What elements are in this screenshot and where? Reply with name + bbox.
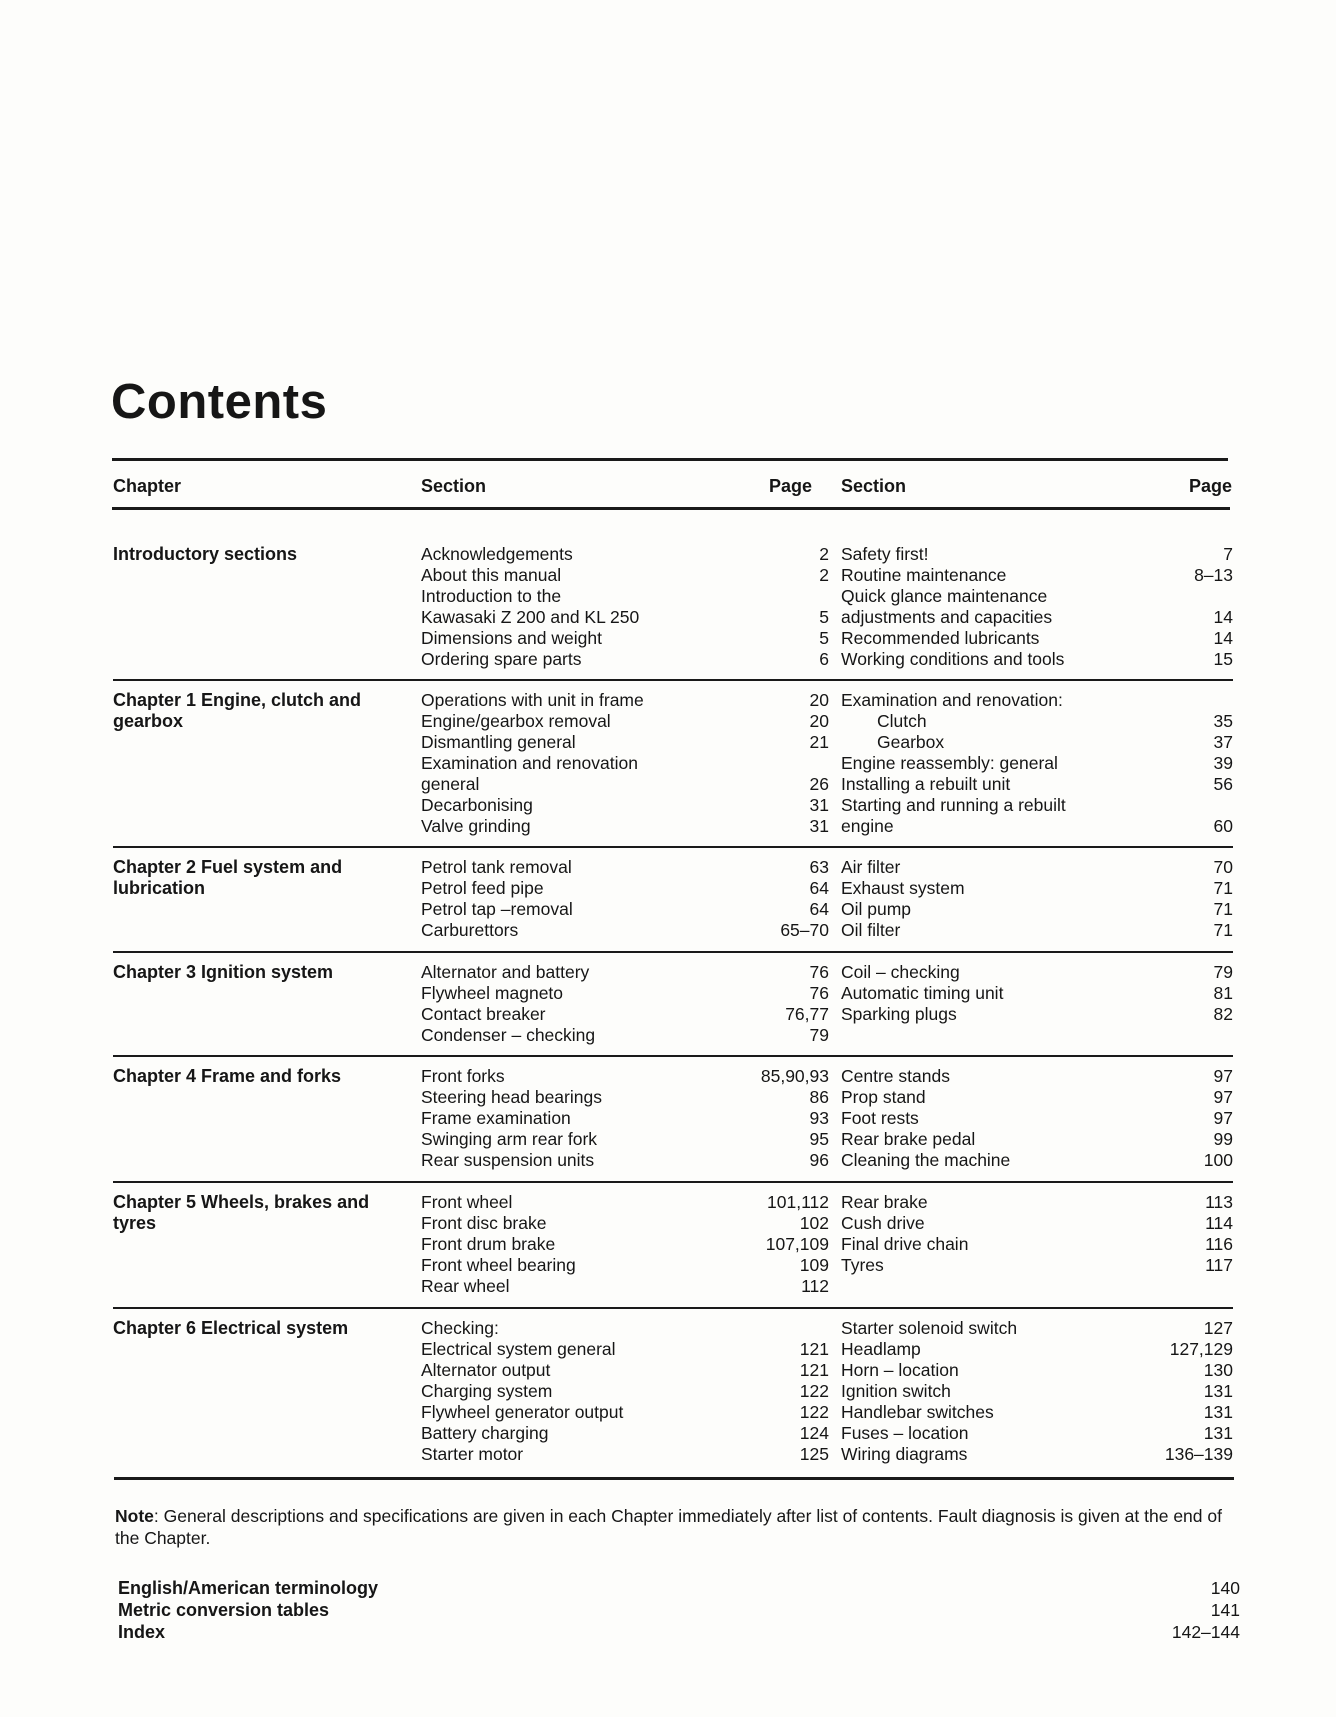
toc-entry-page: 71: [1213, 899, 1233, 919]
toc-entry-page: 97: [1213, 1087, 1233, 1107]
toc-entry[interactable]: [841, 690, 1233, 711]
toc-entry[interactable]: [421, 857, 829, 878]
toc-entry-title: Decarbonising: [421, 795, 533, 815]
toc-entry-page: 15: [1213, 649, 1233, 669]
toc-entry-title: Charging system: [421, 1381, 553, 1401]
toc-entry-page: 39: [1213, 753, 1233, 773]
toc-entry[interactable]: [421, 586, 829, 607]
toc-entry[interactable]: [841, 565, 1233, 586]
toc-entry-page: 76,77: [785, 1004, 829, 1024]
toc-entry-page: 14: [1213, 607, 1233, 627]
toc-entry-title: engine: [841, 816, 894, 836]
toc-entry-page: 79: [809, 1025, 829, 1045]
toc-entry[interactable]: [421, 1129, 829, 1150]
toc-entry-page: 37: [1213, 732, 1233, 752]
toc-entry[interactable]: [421, 1339, 829, 1360]
toc-entry-title: Alternator output: [421, 1360, 551, 1380]
toc-entry-page: 63: [809, 857, 829, 877]
toc-entry-title: Electrical system general: [421, 1339, 616, 1359]
toc-entry-title: Frame examination: [421, 1108, 571, 1128]
toc-entry-title: Acknowledgements: [421, 544, 573, 564]
toc-entry-page: 130: [1203, 1360, 1233, 1380]
toc-entry[interactable]: [421, 628, 829, 649]
header-top-rule: [112, 458, 1228, 461]
toc-entry-title: Gearbox: [877, 732, 945, 752]
section-column-left: [421, 544, 829, 670]
chapter-divider: [113, 951, 1233, 953]
toc-entry[interactable]: [841, 774, 1233, 795]
toc-entry[interactable]: [841, 962, 1233, 983]
toc-entry[interactable]: [421, 1381, 829, 1402]
toc-entry-page: 81: [1213, 983, 1233, 1003]
toc-entry[interactable]: [421, 1255, 829, 1276]
toc-entry[interactable]: [421, 607, 829, 628]
section-column-left: [421, 1192, 829, 1297]
end-entry-page: 141: [1210, 1600, 1240, 1620]
toc-entry-page: 5: [819, 628, 829, 648]
toc-entry[interactable]: [421, 1276, 829, 1297]
toc-entry-title: Exhaust system: [841, 878, 965, 898]
toc-entry-title: Oil pump: [841, 899, 912, 919]
toc-entry[interactable]: [421, 962, 829, 983]
toc-entry-title: adjustments and capacities: [841, 607, 1053, 627]
toc-entry[interactable]: [841, 1318, 1233, 1339]
toc-entry-page: 127,129: [1169, 1339, 1233, 1359]
toc-entry-title: Rear suspension units: [421, 1150, 595, 1170]
toc-entry-title: Dismantling general: [421, 732, 576, 752]
section-column-left: [421, 962, 829, 1046]
toc-entry-page: 112: [801, 1276, 829, 1296]
toc-entry-title: Examination and renovation:: [841, 690, 1063, 710]
toc-entry-title: About this manual: [421, 565, 562, 585]
toc-entry-title: Tyres: [841, 1255, 884, 1275]
header-page: Page: [768, 476, 812, 496]
toc-entry[interactable]: [841, 1129, 1233, 1150]
note-paragraph: [115, 1505, 1240, 1549]
toc-entry[interactable]: [841, 586, 1233, 607]
toc-entry-title: Recommended lubricants: [841, 628, 1040, 648]
toc-entry-page: 2: [819, 544, 829, 564]
toc-entry-page: 124: [799, 1423, 829, 1443]
toc-entry-page: 136–139: [1164, 1444, 1233, 1464]
toc-entry[interactable]: [841, 607, 1233, 628]
section-column-right: [841, 1318, 1233, 1465]
toc-entry-title: Operations with unit in frame: [421, 690, 644, 710]
chapter-divider: [113, 846, 1233, 848]
toc-entry-page: 117: [1205, 1255, 1233, 1275]
toc-entry-page: 70: [1213, 857, 1233, 877]
toc-entry[interactable]: [421, 1234, 829, 1255]
toc-entry-page: 114: [1205, 1213, 1233, 1233]
chapter-divider: [113, 1181, 1233, 1183]
section-column-right: [841, 1066, 1233, 1171]
toc-entry[interactable]: [841, 1150, 1233, 1171]
toc-entry-title: Oil filter: [841, 920, 901, 940]
toc-entry[interactable]: [841, 1339, 1233, 1360]
toc-entry-title: Clutch: [877, 711, 927, 731]
toc-entry[interactable]: [421, 1025, 829, 1046]
toc-entry-title: Petrol tank removal: [421, 857, 572, 877]
toc-entry[interactable]: [421, 1192, 829, 1213]
toc-entry[interactable]: [421, 1150, 829, 1171]
toc-entry-page: 122: [799, 1402, 829, 1422]
end-entry[interactable]: [118, 1599, 1240, 1621]
toc-entry-title: Starter motor: [421, 1444, 524, 1464]
toc-entry-title: Steering head bearings: [421, 1087, 602, 1107]
toc-entry-title: Quick glance maintenance: [841, 586, 1048, 606]
toc-entry-title: Routine maintenance: [841, 565, 1007, 585]
toc-entry-title: Final drive chain: [841, 1234, 969, 1254]
toc-entry-page: 56: [1213, 774, 1233, 794]
chapter-title: Chapter 1 Engine, clutch and gearbox: [113, 690, 362, 731]
toc-entry-page: 97: [1213, 1066, 1233, 1086]
toc-entry[interactable]: [841, 899, 1233, 920]
toc-entry-page: 100: [1203, 1150, 1233, 1170]
toc-entry-page: 2: [819, 565, 829, 585]
chapter-title: Chapter 6 Electrical system: [113, 1318, 349, 1338]
toc-entry-title: Rear brake: [841, 1192, 928, 1212]
section-column-right: [841, 962, 1233, 1025]
toc-entry-title: Front wheel: [421, 1192, 513, 1212]
toc-entry-title: Engine reassembly: general: [841, 753, 1058, 773]
toc-entry-title: Dimensions and weight: [421, 628, 602, 648]
toc-entry[interactable]: [841, 1004, 1233, 1025]
toc-entry-page: 121: [799, 1360, 829, 1380]
toc-entry-title: Examination and renovation: [421, 753, 638, 773]
toc-entry[interactable]: [421, 753, 829, 774]
toc-entry-page: 7: [1223, 544, 1233, 564]
toc-entry[interactable]: [421, 878, 829, 899]
toc-entry-title: Starting and running a rebuilt: [841, 795, 1066, 815]
toc-entry-page: 64: [809, 878, 829, 898]
section-column-left: [421, 1318, 829, 1465]
toc-entry-title: Petrol tap –removal: [421, 899, 573, 919]
chapter-title: Chapter 2 Fuel system and lubrication: [113, 857, 343, 898]
toc-entry-title: Rear brake pedal: [841, 1129, 976, 1149]
toc-entry-page: 35: [1213, 711, 1233, 731]
toc-entry-title: Starter solenoid switch: [841, 1318, 1018, 1338]
end-entry-title: English/American terminology: [118, 1578, 379, 1598]
toc-entry-page: 8–13: [1194, 565, 1233, 585]
toc-entry-title: Wiring diagrams: [841, 1444, 968, 1464]
toc-entry-title: Swinging arm rear fork: [421, 1129, 598, 1149]
chapter-title: Chapter 3 Ignition system: [113, 962, 334, 982]
chapter-divider: [113, 1307, 1233, 1309]
end-entry[interactable]: [118, 1621, 1240, 1643]
toc-entry-page: 60: [1213, 816, 1233, 836]
toc-entry[interactable]: [841, 878, 1233, 899]
toc-entry-page: 121: [799, 1339, 829, 1359]
toc-entry-page: 6: [819, 649, 829, 669]
toc-entry[interactable]: [421, 795, 829, 816]
header-chapter: Chapter: [113, 476, 182, 496]
toc-entry-page: 116: [1205, 1234, 1233, 1254]
toc-entry[interactable]: [841, 1381, 1233, 1402]
toc-entry-page: 97: [1213, 1108, 1233, 1128]
chapter-title: Chapter 4 Frame and forks: [113, 1066, 342, 1086]
toc-entry-page: 79: [1213, 962, 1233, 982]
toc-entry[interactable]: [421, 920, 829, 941]
toc-entry[interactable]: [841, 732, 1233, 753]
toc-entry[interactable]: [421, 899, 829, 920]
toc-entry-title: Coil – checking: [841, 962, 960, 982]
toc-entry-title: Condenser – checking: [421, 1025, 596, 1045]
toc-entry[interactable]: [421, 1108, 829, 1129]
toc-entry[interactable]: [421, 1087, 829, 1108]
toc-entry-title: Cush drive: [841, 1213, 925, 1233]
toc-entry-title: Front disc brake: [421, 1213, 547, 1233]
toc-entry-title: Installing a rebuilt unit: [841, 774, 1011, 794]
toc-entry-page: 131: [1203, 1402, 1233, 1422]
chapter-title: Introductory sections: [113, 544, 298, 564]
toc-entry[interactable]: [841, 1087, 1233, 1108]
toc-entry-title: Air filter: [841, 857, 901, 877]
toc-entry-page: 20: [809, 690, 829, 710]
toc-entry[interactable]: [841, 753, 1233, 774]
toc-entry[interactable]: [841, 1192, 1233, 1213]
toc-entry-page: 86: [809, 1087, 829, 1107]
toc-entry[interactable]: [421, 816, 829, 837]
toc-entry[interactable]: [421, 544, 829, 565]
toc-entry-page: 76: [809, 983, 829, 1003]
toc-entry-page: 71: [1213, 878, 1233, 898]
toc-entry[interactable]: [421, 1066, 829, 1087]
toc-entry-title: Flywheel generator output: [421, 1402, 624, 1422]
toc-entry[interactable]: [421, 732, 829, 753]
toc-entry[interactable]: [841, 983, 1233, 1004]
toc-entry[interactable]: [421, 1004, 829, 1025]
toc-entry[interactable]: [841, 1213, 1233, 1234]
toc-entry-title: Handlebar switches: [841, 1402, 994, 1422]
toc-entry[interactable]: [421, 565, 829, 586]
toc-entry-title: Horn – location: [841, 1360, 959, 1380]
toc-entry-page: 76: [809, 962, 829, 982]
toc-entry-title: Valve grinding: [421, 816, 531, 836]
toc-entry[interactable]: [421, 1444, 829, 1465]
toc-entry-title: Cleaning the machine: [841, 1150, 1011, 1170]
toc-entry-title: Petrol feed pipe: [421, 878, 544, 898]
toc-entry-page: 5: [819, 607, 829, 627]
end-entry-title: Index: [118, 1622, 166, 1642]
toc-entry-page: 20: [809, 711, 829, 731]
toc-entry-title: general: [421, 774, 480, 794]
toc-entry-page: 125: [799, 1444, 829, 1464]
toc-entry-page: 85,90,93: [760, 1066, 829, 1086]
toc-entry-page: 93: [809, 1108, 829, 1128]
toc-entry[interactable]: [421, 1213, 829, 1234]
toc-entry-title: Front forks: [421, 1066, 505, 1086]
toc-entry-title: Kawasaki Z 200 and KL 250: [421, 607, 640, 627]
toc-entry-page: 71: [1213, 920, 1233, 940]
toc-entry-title: Battery charging: [421, 1423, 549, 1443]
chapter-divider: [113, 1055, 1233, 1057]
toc-entry[interactable]: [421, 649, 829, 670]
toc-entry-title: Alternator and battery: [421, 962, 590, 982]
chapter-title: Chapter 5 Wheels, brakes and tyres: [113, 1192, 370, 1233]
section-column-left: [421, 1066, 829, 1171]
header-page-2: Page: [1188, 476, 1232, 496]
toc-entry-page: 31: [809, 795, 829, 815]
table-bottom-rule: [114, 1477, 1234, 1480]
toc-entry-page: 21: [809, 732, 829, 752]
toc-entry-title: Ignition switch: [841, 1381, 951, 1401]
toc-entry[interactable]: [421, 690, 829, 711]
toc-entry[interactable]: [421, 711, 829, 732]
toc-entry-page: 109: [799, 1255, 829, 1275]
toc-entry[interactable]: [841, 1234, 1233, 1255]
section-column-left: [421, 690, 829, 837]
toc-entry-page: 82: [1213, 1004, 1233, 1024]
toc-entry-page: 95: [809, 1129, 829, 1149]
toc-entry-page: 65–70: [780, 920, 829, 940]
toc-entry[interactable]: [421, 1423, 829, 1444]
toc-entry-title: Carburettors: [421, 920, 519, 940]
note-label: Note: [115, 1506, 154, 1526]
toc-entry[interactable]: [841, 1402, 1233, 1423]
toc-entry-title: Automatic timing unit: [841, 983, 1004, 1003]
toc-entry[interactable]: [841, 1444, 1233, 1465]
toc-entry[interactable]: [421, 774, 829, 795]
end-entry-title: Metric conversion tables: [118, 1600, 330, 1620]
page-title: Contents: [111, 375, 328, 429]
toc-entry-title: Sparking plugs: [841, 1004, 957, 1024]
toc-entry[interactable]: [421, 1360, 829, 1381]
toc-entry-page: 127: [1203, 1318, 1233, 1338]
toc-entry-page: 102: [799, 1213, 829, 1233]
toc-entry[interactable]: [421, 1318, 829, 1339]
toc-entry[interactable]: [841, 1255, 1233, 1276]
toc-entry-page: 131: [1203, 1381, 1233, 1401]
toc-entry-title: Rear wheel: [421, 1276, 510, 1296]
toc-entry[interactable]: [841, 711, 1233, 732]
toc-entry[interactable]: [841, 795, 1233, 816]
toc-entry-title: Ordering spare parts: [421, 649, 582, 669]
toc-entry-page: 26: [809, 774, 829, 794]
end-entry[interactable]: [118, 1577, 1240, 1599]
toc-entry-page: 101,112: [767, 1192, 829, 1212]
toc-entry-title: Front drum brake: [421, 1234, 556, 1254]
toc-entry-title: Introduction to the: [421, 586, 562, 606]
toc-entry-title: Foot rests: [841, 1108, 919, 1128]
toc-entry-page: 131: [1203, 1423, 1233, 1443]
toc-entry[interactable]: [841, 920, 1233, 941]
toc-entry[interactable]: [421, 983, 829, 1004]
end-entry-page: 142–144: [1171, 1622, 1240, 1642]
section-column-left: [421, 857, 829, 941]
note-text: : General descriptions and specifications are given in each Chapter immediately after list of contents. Fault diagnosis is given at the end of the Chapter.: [115, 1506, 1222, 1548]
toc-entry-page: 99: [1213, 1129, 1233, 1149]
toc-entry-title: Safety first!: [841, 544, 929, 564]
toc-entry-title: Engine/gearbox removal: [421, 711, 611, 731]
toc-entry-title: Flywheel magneto: [421, 983, 564, 1003]
toc-entry-page: 107,109: [765, 1234, 829, 1254]
toc-entry[interactable]: [841, 1423, 1233, 1444]
toc-entry[interactable]: [841, 1066, 1233, 1087]
section-column-right: [841, 544, 1233, 670]
toc-entry[interactable]: [841, 816, 1233, 837]
toc-entry-page: 31: [809, 816, 829, 836]
toc-entry-title: Prop stand: [841, 1087, 926, 1107]
header-bottom-rule: [112, 507, 1230, 510]
toc-entry-page: 96: [809, 1150, 829, 1170]
toc-entry-title: Front wheel bearing: [421, 1255, 576, 1275]
toc-entry-page: 14: [1213, 628, 1233, 648]
chapter-divider: [113, 679, 1233, 681]
toc-entry-title: Fuses – location: [841, 1423, 969, 1443]
header-section: Section: [421, 476, 487, 496]
toc-entry-title: Working conditions and tools: [841, 649, 1065, 669]
toc-entry[interactable]: [841, 1360, 1233, 1381]
end-entry-page: 140: [1210, 1578, 1240, 1598]
section-column-right: [841, 690, 1233, 837]
toc-entry-page: 113: [1205, 1192, 1233, 1212]
header-section-2: Section: [841, 476, 907, 496]
toc-entry-title: Contact breaker: [421, 1004, 546, 1024]
toc-entry-title: Checking:: [421, 1318, 499, 1338]
end-entries: [118, 1577, 1240, 1643]
toc-entry[interactable]: [841, 649, 1233, 670]
toc-entry[interactable]: [841, 857, 1233, 878]
toc-entry[interactable]: [841, 1108, 1233, 1129]
toc-entry[interactable]: [841, 544, 1233, 565]
toc-entry-title: Headlamp: [841, 1339, 921, 1359]
toc-entry-page: 64: [809, 899, 829, 919]
toc-entry-page: 122: [799, 1381, 829, 1401]
toc-entry[interactable]: [841, 628, 1233, 649]
toc-entry[interactable]: [421, 1402, 829, 1423]
section-column-right: [841, 1192, 1233, 1276]
toc-entry-title: Centre stands: [841, 1066, 950, 1086]
section-column-right: [841, 857, 1233, 941]
